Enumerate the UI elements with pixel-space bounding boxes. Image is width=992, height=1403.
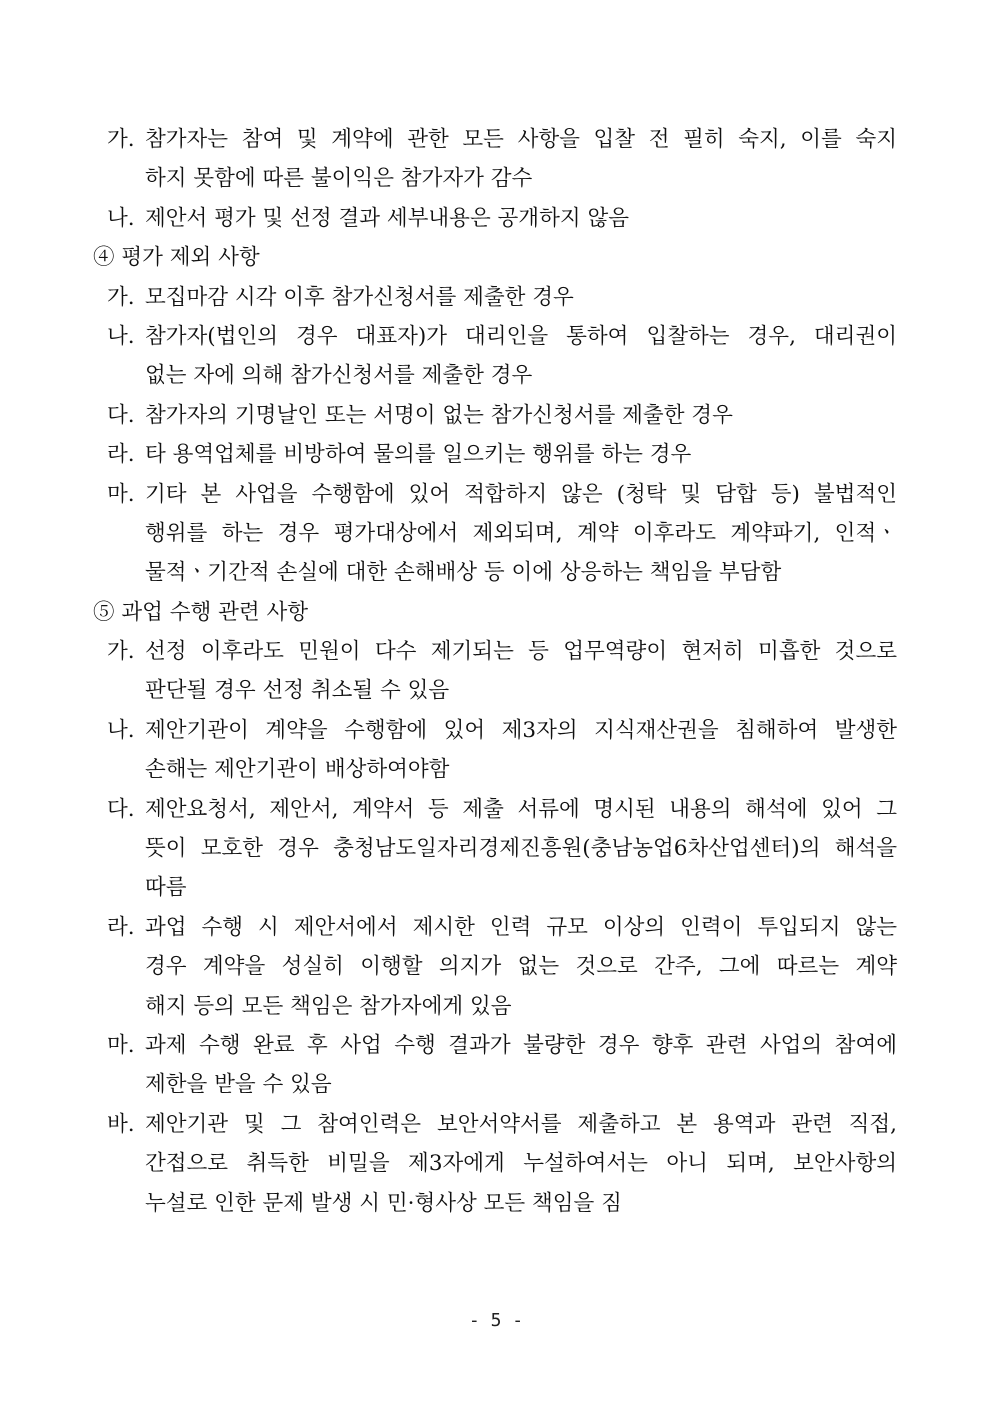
- list-item-line: [0, 1105, 992, 1144]
- list-item-marker: 바.: [107, 1111, 135, 1137]
- list-item-line: [0, 475, 992, 514]
- list-item-text: 제안기관이 계약을 수행함에 있어 제3자의 지식재산권을 침해하여 발생한: [145, 717, 897, 743]
- list-item-line: [0, 947, 992, 986]
- section-heading: ⑤ 과업 수행 관련 사항: [93, 599, 308, 625]
- list-item-line: [0, 868, 992, 907]
- list-item-text: 하지 못함에 따른 불이익은 참가자가 감수: [145, 166, 533, 192]
- list-item-line: [0, 1184, 992, 1223]
- list-item-text: 과업 수행 시 제안서에서 제시한 인력 규모 이상의 인력이 투입되지 않는: [145, 914, 897, 940]
- list-item-line: [0, 632, 992, 671]
- list-item-marker: 나.: [107, 717, 135, 743]
- list-item-line: [0, 356, 992, 395]
- list-item-marker: 마.: [107, 1032, 135, 1058]
- list-item-line: [0, 1065, 992, 1104]
- list-item-text: 선정 이후라도 민원이 다수 제기되는 등 업무역량이 현저히 미흡한 것으로: [145, 639, 897, 665]
- page-number: - 5 -: [468, 1310, 524, 1331]
- section-heading: ④ 평가 제외 사항: [93, 245, 260, 271]
- list-item-text: 행위를 하는 경우 평가대상에서 제외되며, 계약 이후라도 계약파기, 인적ㆍ: [145, 520, 897, 546]
- list-item-marker: 가.: [107, 639, 135, 665]
- list-item-line: [0, 790, 992, 829]
- list-item-marker: 나.: [107, 323, 135, 349]
- list-item-line: [0, 553, 992, 592]
- list-item-line: [0, 278, 992, 317]
- list-item-line: [0, 829, 992, 868]
- list-item-text: 모집마감 시각 이후 참가신청서를 제출한 경우: [145, 284, 574, 310]
- list-item-text: 참가자(법인의 경우 대표자)가 대리인을 통하여 입찰하는 경우, 대리권이: [145, 323, 897, 349]
- list-item-line: [0, 120, 992, 159]
- list-item-marker: 다.: [107, 796, 135, 822]
- list-item-line: [0, 750, 992, 789]
- list-item-text: 타 용역업체를 비방하여 물의를 일으키는 행위를 하는 경우: [145, 442, 692, 468]
- list-item-line: [0, 987, 992, 1026]
- list-item-text: 누설로 인한 문제 발생 시 민·형사상 모든 책임을 짐: [145, 1190, 622, 1216]
- list-item-line: [0, 671, 992, 710]
- list-item-marker: 마.: [107, 481, 135, 507]
- list-item-text: 간접으로 취득한 비밀을 제3자에게 누설하여서는 아니 되며, 보안사항의: [145, 1151, 897, 1177]
- list-item-line: [0, 396, 992, 435]
- list-item-line: [0, 435, 992, 474]
- list-item-line: [0, 1026, 992, 1065]
- list-item-line: [0, 199, 992, 238]
- list-item-marker: 라.: [107, 914, 135, 940]
- list-item-line: [0, 159, 992, 198]
- list-item-text: 제안요청서, 제안서, 계약서 등 제출 서류에 명시된 내용의 해석에 있어 그: [145, 796, 897, 822]
- list-item-line: [0, 711, 992, 750]
- list-item-text: 제안기관 및 그 참여인력은 보안서약서를 제출하고 본 용역과 관련 직접,: [145, 1111, 897, 1137]
- list-item-text: 제안서 평가 및 선정 결과 세부내용은 공개하지 않음: [145, 205, 629, 231]
- list-item-text: 판단될 경우 선정 취소될 수 있음: [145, 678, 450, 704]
- list-item-text: 기타 본 사업을 수행함에 있어 적합하지 않은 (청탁 및 담합 등) 불법적인: [145, 481, 897, 507]
- list-item-text: 과제 수행 완료 후 사업 수행 결과가 불량한 경우 향후 관련 사업의 참여에: [145, 1032, 897, 1058]
- list-item-line: [0, 908, 992, 947]
- list-item-line: [0, 1144, 992, 1183]
- list-item-text: 물적ㆍ기간적 손실에 대한 손해배상 등 이에 상응하는 책임을 부담함: [145, 560, 782, 586]
- list-item-text: 뜻이 모호한 경우 충청남도일자리경제진흥원(충남농업6차산업센터)의 해석을: [145, 836, 897, 862]
- list-item-text: 경우 계약을 성실히 이행할 의지가 없는 것으로 간주, 그에 따르는 계약: [145, 954, 897, 980]
- list-item-text: 참가자의 기명날인 또는 서명이 없는 참가신청서를 제출한 경우: [145, 402, 733, 428]
- list-item-text: 해지 등의 모든 책임은 참가자에게 있음: [145, 993, 512, 1019]
- list-item-text: 없는 자에 의해 참가신청서를 제출한 경우: [145, 363, 533, 389]
- list-item-line: [0, 514, 992, 553]
- list-item-marker: 나.: [107, 205, 135, 231]
- list-item-line: [0, 317, 992, 356]
- list-item-marker: 라.: [107, 442, 135, 468]
- list-item-text: 제한을 받을 수 있음: [145, 1072, 332, 1098]
- list-item-marker: 가.: [107, 127, 135, 152]
- list-item-text: 따름: [145, 875, 187, 901]
- list-item-text: 손해는 제안기관이 배상하여야함: [145, 757, 450, 783]
- list-item-text: 참가자는 참여 및 계약에 관한 모든 사항을 입찰 전 필히 숙지, 이를 숙지: [145, 127, 897, 152]
- list-item-marker: 가.: [107, 284, 135, 310]
- list-item-marker: 다.: [107, 402, 135, 428]
- document-body: [0, 120, 992, 1223]
